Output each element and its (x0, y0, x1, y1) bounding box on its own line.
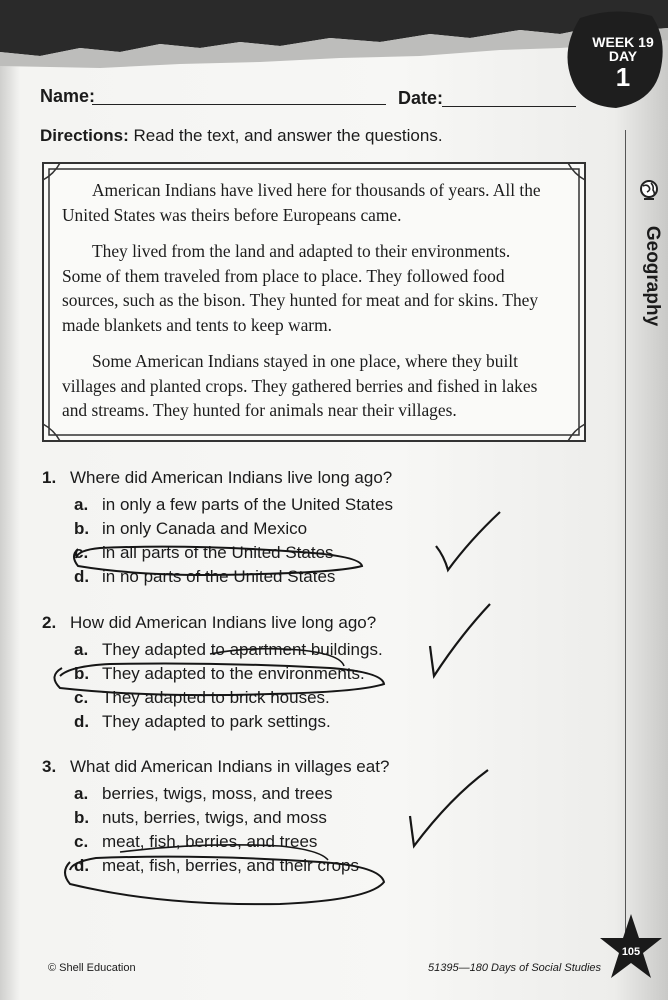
question-text: How did American Indians live long ago? (70, 613, 377, 632)
directions-label: Directions: (40, 126, 129, 145)
directions-text: Read the text, and answer the questions. (128, 126, 443, 145)
answer-option-d[interactable]: d. They adapted to park settings. (74, 712, 331, 731)
question-3 (42, 757, 389, 878)
week-label: WEEK 19 (592, 34, 654, 50)
name-field[interactable] (92, 104, 386, 105)
answer-option-c[interactable]: c. They adapted to brick houses. (74, 688, 330, 707)
question-text: What did American Indians in villages eat? (70, 757, 390, 776)
passage-paragraph: Some American Indians stayed in one place, where they built villages and planted crops. They gathered berries and fished in lakes and streams. They hunted for animals near their villages. (62, 351, 538, 420)
answer-option-a[interactable]: a. in only a few parts of the United States (74, 495, 394, 514)
checkmark-q3 (410, 770, 488, 846)
day-number: 1 (615, 62, 631, 92)
reading-passage (62, 178, 542, 435)
checkmark-q2 (430, 604, 490, 676)
page-number: 105 (621, 946, 641, 958)
answer-option-b[interactable]: b. in only Canada and Mexico (74, 519, 308, 538)
answer-option-c[interactable]: c. in all parts of the United States (74, 543, 334, 562)
answer-option-d[interactable]: d. in no parts of the United States (74, 567, 336, 586)
question-number: 1. (42, 468, 57, 487)
passage-paragraph: They lived from the land and adapted to their environments. Some of them traveled from place to place. They followed food sources, such as the bison. They hunted for meat and for skins. They made blankets and tents to keep warm. (62, 241, 539, 335)
directions (40, 126, 443, 146)
answer-option-a[interactable]: a. They adapted to apartment buildings. (74, 640, 383, 659)
question-text: Where did American Indians live long ago? (70, 468, 393, 487)
subject-label: Geography (642, 225, 663, 327)
date-label: Date: (398, 88, 444, 108)
checkmark-q1 (436, 512, 500, 570)
answer-option-a[interactable]: a. berries, twigs, moss, and trees (74, 784, 333, 803)
globe-icon (637, 178, 661, 202)
answer-option-b[interactable]: b. nuts, berries, twigs, and moss (74, 808, 327, 827)
week-day-label (583, 35, 663, 90)
question-number: 3. (42, 757, 57, 776)
answer-option-b[interactable]: b. They adapted to the environments. (74, 664, 365, 683)
question-number: 2. (42, 613, 57, 632)
name-label: Name: (40, 86, 96, 106)
passage-paragraph: American Indians have lived here for thousands of years. All the United States was theirs before Europeans came. (62, 180, 541, 225)
copyright: © Shell Education (48, 962, 136, 974)
book-title: 51395—180 Days of Social Studies (428, 962, 602, 974)
question-1 (42, 468, 393, 589)
day-label: DAY (608, 48, 638, 64)
question-2 (42, 613, 383, 734)
answer-option-c[interactable]: c. meat, fish, berries, and trees (74, 832, 318, 851)
answer-option-d[interactable]: d. meat, fish, berries, and their crops (74, 856, 360, 875)
date-field[interactable] (442, 106, 576, 107)
